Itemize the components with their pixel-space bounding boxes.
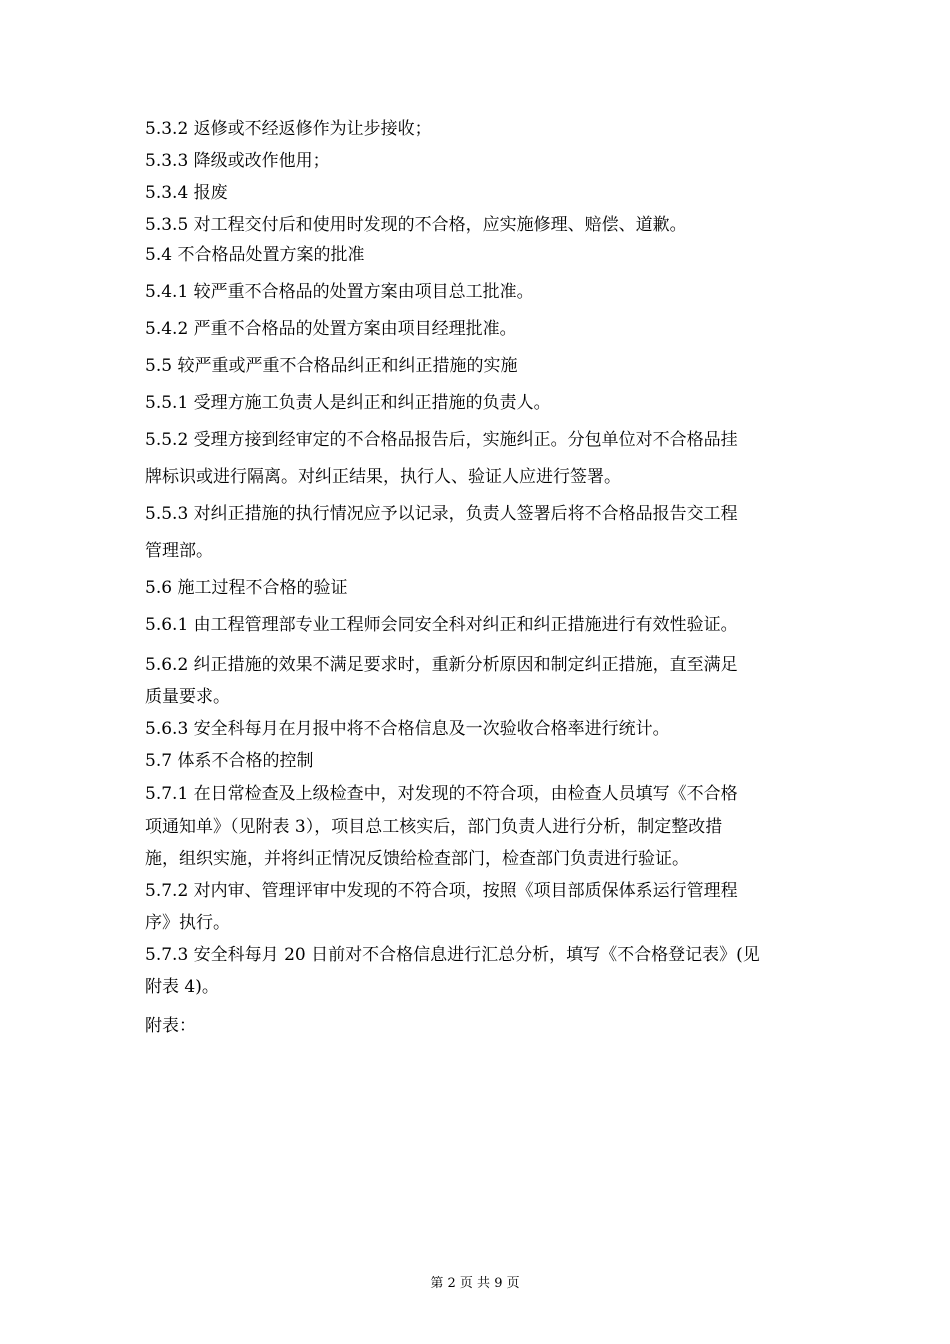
text-line: 5.5.1 受理方施工负责人是纠正和纠正措施的负责人。 [145, 393, 551, 413]
text-line: 5.7.3 安全科每月 20 日前对不合格信息进行汇总分析，填写《不合格登记表》(见 [145, 945, 760, 965]
text-line: 5.6.1 由工程管理部专业工程师会同安全科对纠正和纠正措施进行有效性验证。 [145, 615, 738, 635]
text-line: 5.7.2 对内审、管理评审中发现的不符合项，按照《项目部质保体系运行管理程 [145, 881, 738, 901]
text-line: 5.5.2 受理方接到经审定的不合格品报告后，实施纠正。分包单位对不合格品挂 [145, 430, 738, 450]
text-line: 管理部。 [145, 541, 213, 561]
text-line: 施，组织实施，并将纠正情况反馈给检查部门，检查部门负责进行验证。 [145, 849, 689, 869]
section-heading: 5.5 较严重或严重不合格品纠正和纠正措施的实施 [145, 356, 518, 376]
text-line: 牌标识或进行隔离。对纠正结果，执行人、验证人应进行签署。 [145, 467, 621, 487]
text-line: 5.4.2 严重不合格品的处置方案由项目经理批准。 [145, 319, 517, 339]
section-heading: 5.4 不合格品处置方案的批准 [145, 245, 365, 265]
section-heading: 5.6 施工过程不合格的验证 [145, 578, 348, 598]
text-line: 5.5.3 对纠正措施的执行情况应予以记录，负责人签署后将不合格品报告交工程 [145, 504, 738, 524]
text-line: 5.3.5 对工程交付后和使用时发现的不合格，应实施修理、赔偿、道歉。 [145, 215, 687, 235]
text-line: 项通知单》（见附表 3），项目总工核实后，部门负责人进行分析，制定整改措 [145, 817, 723, 837]
section-heading: 5.7 体系不合格的控制 [145, 751, 314, 771]
text-line: 5.6.3 安全科每月在月报中将不合格信息及一次验收合格率进行统计。 [145, 719, 670, 739]
text-line: 5.3.4 报废 [145, 183, 228, 203]
text-line: 质量要求。 [145, 687, 230, 707]
text-line: 5.3.3 降级或改作他用； [145, 151, 330, 171]
text-line: 5.6.2 纠正措施的效果不满足要求时，重新分析原因和制定纠正措施，直至满足 [145, 655, 738, 675]
appendix-label: 附表： [145, 1016, 196, 1036]
page-number: 第 2 页 共 9 页 [430, 1276, 520, 1291]
text-line: 5.7.1 在日常检查及上级检查中，对发现的不符合项，由检查人员填写《不合格 [145, 784, 738, 804]
text-line: 附表 4)。 [145, 977, 219, 997]
text-line: 5.4.1 较严重不合格品的处置方案由项目总工批准。 [145, 282, 534, 302]
text-line: 5.3.2 返修或不经返修作为让步接收； [145, 119, 432, 139]
text-line: 序》执行。 [145, 913, 230, 933]
